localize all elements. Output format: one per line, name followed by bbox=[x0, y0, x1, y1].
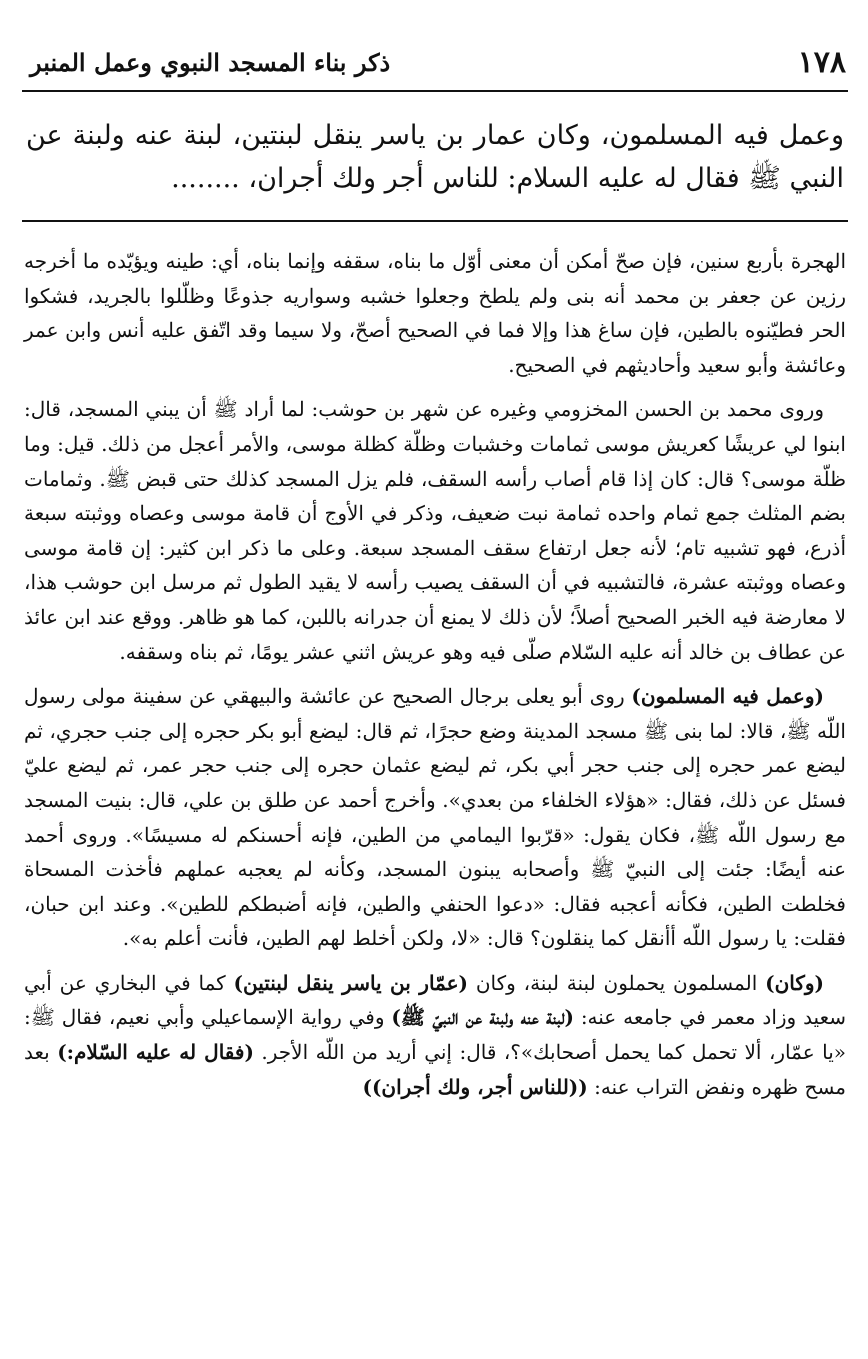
running-title: ذكر بناء المسجد النبوي وعمل المنبر bbox=[30, 48, 391, 77]
lemma: (لبنة عنه ولبنة عن النبيّ ﷺ) bbox=[391, 1005, 574, 1030]
divider bbox=[22, 220, 848, 222]
commentary-paragraph-1: الهجرة بأربع سنين، فإن صحّ أمكن أن معنى أوّل ما بناه، سقفه وإنما بناه، أي: طينه ويؤيّده ما أخرجه رزين عن جعفر بن محمد أنه بنى ولم يلطخ وجعلوا خشبه وسواريه جذوعًا وظلّلوا بالجريد، فشكوا الحر فطيّنوه بالطين، فإن ساغ هذا وإلا فما في الصحيح أصحّ، ولا سيما وقد اتّفق عليه أنس وابن عمر وعائشة وأبو سعيد وأحاديثهم في الصحيح. bbox=[24, 249, 846, 377]
matn-text: وعمل فيه المسلمون، وكان عمار بن ياسر ينقل لبنتين، لبنة عنه ولبنة عن النبي ﷺ فقال له عليه السلام: للناس أجر ولك أجران، ........ bbox=[26, 120, 844, 194]
commentary-text: المسلمون يحملون لبنة لبنة، وكان bbox=[468, 970, 766, 995]
commentary bbox=[22, 244, 848, 1104]
lemma: (وعمل فيه المسلمون) bbox=[631, 684, 824, 709]
commentary-text: روى أبو يعلى برجال الصحيح عن عائشة والبيهقي عن سفينة مولى رسول اللّه ﷺ، قالا: لما بنى ﷺ مسجد المدينة وضع حجرًا، ثم قال: ليضع أبو بكر حجره إلى جنب حجري، ثم ليضع عمر حجره إلى جنب حجر أبي بكر، ثم ليضع عثمان حجره إلى جنب حجر عمر، ثم ليضع عليّ فسئل عن ذلك، فقال: «هؤلاء الخلفاء من بعدي». وأخرج أحمد عن طلق بن علي، قال: بنيت المسجد مع رسول اللّه ﷺ، فكان يقول: «قرّبوا اليمامي من الطين، فإنه أحسنكم له مسيسًا». وروى أحمد عنه أيضًا: جئت إلى النبيّ ﷺ وأصحابه يبنون المسجد، وكأنه لم يعجبه عملهم فأخذت المسحاة فخلطت الطين، فكأنه أعجبه فقال: «دعوا الحنفي والطين، فإنه أضبطكم للطين». وعند ابن حبان، فقلت: يا رسول اللّه أأنقل كما ينقلون؟ قال: «لا، ولكن أخلط لهم الطين، فأنت أعلم به». bbox=[24, 684, 846, 951]
commentary-text: وفي رواية الإسماعيلي وأبي نعيم، فقال ﷺ: «يا عمّار، ألا تحمل كما يحمل أصحابك»؟، قال: إني أريد من اللّه الأجر. bbox=[24, 1005, 847, 1065]
lemma: (وكان) bbox=[765, 970, 824, 995]
lemma: ((للناس أجر، ولك أجران)) bbox=[362, 1074, 588, 1099]
commentary-paragraph-2: وروى محمد بن الحسن المخزومي وغيره عن شهر بن حوشب: لما أراد ﷺ أن يبني المسجد، قال: ابنوا لي عريشًا كعريش موسى ثمامات وخشبات وظلّة كظلة موسى، والأمر أعجل من ذلك. قيل: وما ظلّة موسى؟ قال: كان إذا قام أصاب رأسه السقف، فلم يزل المسجد كذلك حتى قبض ﷺ. وثمامات بضم المثلث جمع ثمام واحده ثمامة نبت ضعيف، وذكر في الأوج أن قامة موسى وعصاه ووثبته سبعة أذرع، فهو تشبيه تام؛ لأنه جعل ارتفاع سقف المسجد سبعة. وعلى ما ذكر ابن كثير: إن قامة موسى وعصاه ووثبته عشرة، فالتشبيه في أن السقف يصيب رأسه لا يقيد الطول ثم مرسل ابن حوشب هذا، لا معارضة فيه الخبر الصحيح أصلاً؛ لأن ذلك لا يمنع أن جدرانه باللبن، كما هو ظاهر. ووقع عند ابن عائذ عن عطاف بن خالد أنه عليه السّلام صلّى فيه وهو عريش اثني عشر يومًا، ثم بناه وسقفه. bbox=[24, 397, 847, 664]
page-header bbox=[22, 40, 848, 92]
commentary-text: كما في البخاري عن أبي سعيد وزاد معمر في جامعه عنه: bbox=[24, 970, 847, 1030]
book-page bbox=[22, 40, 848, 1114]
commentary-paragraph-4 bbox=[24, 966, 846, 1104]
commentary-paragraph-3 bbox=[24, 679, 846, 956]
page-number: ١٧٨ bbox=[797, 45, 846, 80]
commentary-text: بعد مسح ظهره ونفض التراب عنه: bbox=[24, 1040, 846, 1099]
lemma: (فقال له عليه السّلام:) bbox=[57, 1040, 254, 1065]
lemma: (عمّار بن ياسر ينقل لبنتين) bbox=[233, 970, 468, 995]
